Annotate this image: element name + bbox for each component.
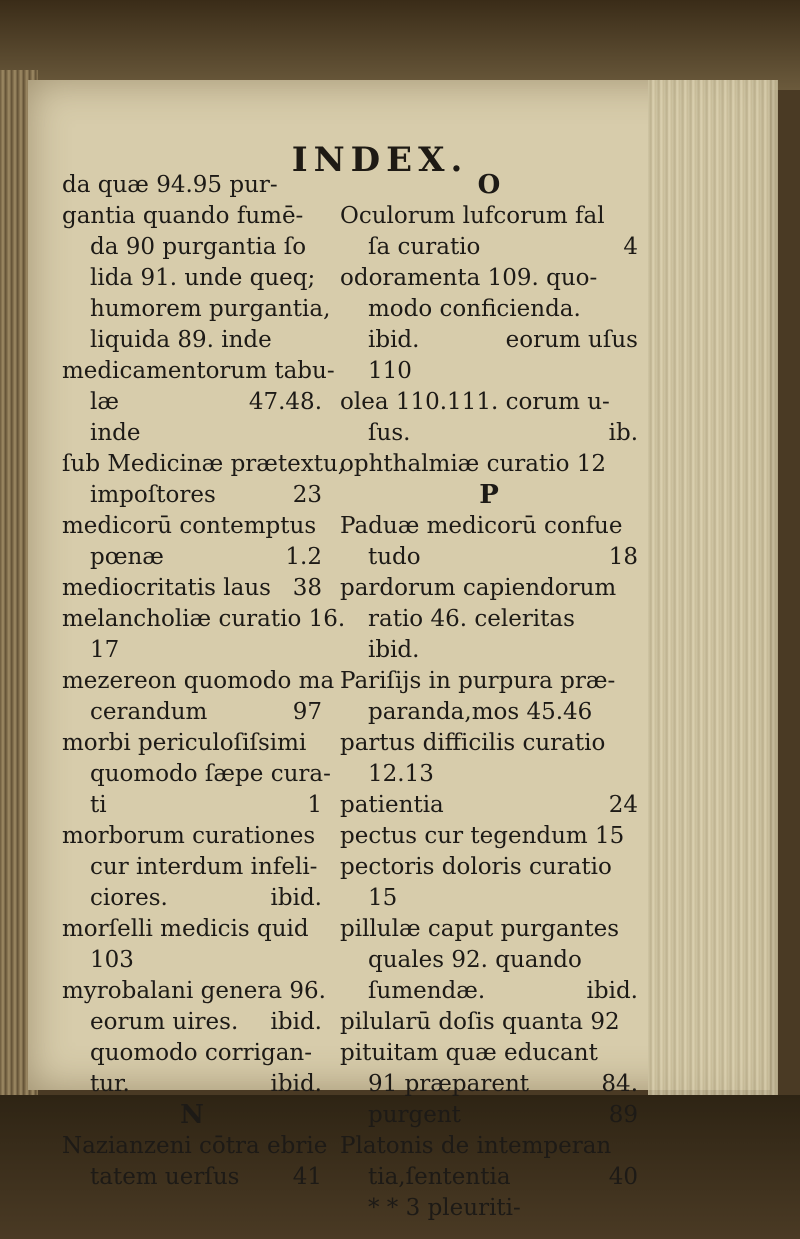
index-entry-text: ſa curatio	[368, 234, 481, 260]
index-entry-text: pituitam quæ educant	[340, 1040, 598, 1066]
index-entry	[340, 1038, 638, 1069]
index-column-right	[340, 170, 638, 1224]
index-entry-text: O	[477, 170, 501, 200]
index-section-letter	[62, 1100, 322, 1131]
index-entry-page-ref: 24	[608, 792, 638, 818]
index-entry-page-ref: ibid.	[270, 885, 322, 911]
index-entry	[340, 728, 638, 759]
index-column-left	[62, 170, 346, 1193]
index-entry-text: ti	[90, 792, 107, 818]
index-entry	[340, 852, 638, 883]
index-entry	[62, 728, 322, 759]
index-entry-text: eorum uires.	[90, 1009, 239, 1035]
index-entry-text: ſub Medicinæ prætextu,	[62, 451, 346, 477]
index-entry-text: mediocritatis laus	[62, 575, 271, 601]
index-entry	[62, 511, 322, 542]
index-section-letter	[340, 170, 638, 201]
index-entry-page-ref: 84.	[601, 1071, 638, 1097]
index-entry	[340, 263, 638, 294]
index-entry	[62, 170, 322, 201]
index-entry	[62, 945, 322, 976]
index-entry	[62, 883, 322, 914]
index-entry-text: ratio 46. celeritas	[368, 606, 575, 632]
index-entry	[62, 1038, 322, 1069]
index-entry-text: Oculorum lufcorum fal	[340, 203, 605, 229]
index-entry-page-ref: 18	[608, 544, 638, 570]
index-entry-text: odoramenta 109. quo-	[340, 265, 598, 291]
index-entry	[62, 573, 322, 604]
index-entry-page-ref: 89	[608, 1102, 638, 1128]
index-entry	[62, 759, 331, 790]
index-entry-text: Pariſijs in purpura præ-	[340, 668, 616, 694]
index-entry-text: * * 3 pleuriti-	[368, 1195, 521, 1221]
index-entry-text: ſus.	[368, 420, 411, 446]
index-entry-page-ref: 38	[292, 575, 322, 601]
index-entry	[340, 821, 638, 852]
index-entry-text: lida 91. unde queq;	[90, 265, 316, 291]
index-entry	[62, 356, 335, 387]
index-entry-text: Paduæ medicorū confue	[340, 513, 623, 539]
index-entry	[340, 976, 638, 1007]
index-entry-text: cur interdum infeli-	[90, 854, 318, 880]
index-entry-page-ref: ibid.	[586, 978, 638, 1004]
index-entry	[62, 325, 322, 356]
index-entry	[340, 914, 638, 945]
index-entry-text: 110	[368, 358, 412, 384]
index-entry-text: inde	[90, 420, 141, 446]
index-section-letter	[340, 480, 638, 511]
index-entry	[62, 604, 346, 635]
index-entry-text: partus difficilis curatio	[340, 730, 606, 756]
index-entry-page-ref: 47.48.	[248, 389, 322, 415]
index-entry	[340, 697, 638, 728]
index-entry	[62, 790, 322, 821]
index-entry-text: pectus cur tegendum 15	[340, 823, 625, 849]
index-entry-text: purgent	[368, 1102, 461, 1128]
index-entry	[340, 356, 638, 387]
index-entry-page-ref: 41	[292, 1164, 322, 1190]
index-entry	[340, 1007, 638, 1038]
index-entry-text: patientia	[340, 792, 444, 818]
index-entry	[340, 666, 638, 697]
index-entry-text: liquida 89. inde	[90, 327, 272, 353]
index-entry-text: Nazianzeni cōtra ebrie	[62, 1133, 328, 1159]
index-entry	[340, 790, 638, 821]
book-top-shadow	[0, 0, 800, 90]
index-entry	[340, 604, 638, 635]
index-entry-text: ciores.	[90, 885, 168, 911]
index-entry-text: pœnæ	[90, 544, 164, 570]
index-entry	[340, 232, 638, 263]
index-entry	[340, 945, 638, 976]
index-entry-text: pilularū doſis quanta 92	[340, 1009, 620, 1035]
index-entry-page-ref: 1	[307, 792, 322, 818]
index-entry-text: quomodo corrigan-	[90, 1040, 313, 1066]
index-entry-page-ref: 97	[292, 699, 322, 725]
index-entry-text: 103	[90, 947, 134, 973]
index-entry-text: morſelli medicis quid	[62, 916, 309, 942]
index-entry	[340, 1100, 638, 1131]
index-entry-text: myrobalani genera 96.	[62, 978, 326, 1004]
index-entry	[340, 387, 638, 418]
index-entry-text: tudo	[368, 544, 421, 570]
index-entry-text: N	[180, 1100, 204, 1130]
index-entry-text: tatem uerſus	[90, 1164, 240, 1190]
index-entry	[62, 418, 322, 449]
index-entry	[62, 542, 322, 573]
index-entry-text: cerandum	[90, 699, 208, 725]
index-entry-text: ibid.	[368, 327, 420, 353]
index-entry	[62, 1162, 322, 1193]
index-entry-text: gantia quando fumē-	[62, 203, 304, 229]
index-entry-text: humorem purgantia,	[90, 296, 331, 322]
index-entry	[62, 232, 322, 263]
index-entry	[62, 666, 335, 697]
index-entry-page-ref: ibid.	[270, 1009, 322, 1035]
index-entry	[340, 325, 638, 356]
index-entry-text: P	[479, 480, 499, 510]
index-entry-text: paranda,mos 45.46	[368, 699, 593, 725]
index-entry-text: ophthalmiæ curatio 12	[340, 451, 607, 477]
index-entry-text: pardorum capiendorum	[340, 575, 617, 601]
index-entry-page-ref: ibid.	[270, 1071, 322, 1097]
index-entry-page-ref: 40	[608, 1164, 638, 1190]
index-entry-page-ref: 1.2	[285, 544, 322, 570]
index-entry	[62, 449, 346, 480]
index-entry-text: pillulæ caput purgantes	[340, 916, 620, 942]
index-entry	[340, 294, 638, 325]
index-entry	[340, 511, 638, 542]
index-entry	[62, 1131, 328, 1162]
index-entry-text: ibid.	[368, 637, 420, 663]
index-entry-page-ref: 4	[623, 234, 638, 260]
index-entry	[340, 1069, 638, 1100]
index-entry	[62, 480, 322, 511]
index-entry	[62, 387, 322, 418]
page-edges-right	[648, 80, 778, 1100]
index-entry	[62, 852, 322, 883]
index-entry-text: impoſtores	[90, 482, 216, 508]
index-entry-text: tur.	[90, 1071, 130, 1097]
index-entry	[62, 635, 322, 666]
index-entry-text: quomodo ſæpe cura-	[90, 761, 331, 787]
index-entry	[62, 294, 331, 325]
index-entry	[62, 914, 322, 945]
index-entry-text: quales 92. quando	[368, 947, 582, 973]
index-entry-text: olea 110.111. corum u-	[340, 389, 610, 415]
index-entry-text: 17	[90, 637, 120, 663]
index-entry	[340, 542, 638, 573]
index-entry-text: melancholiæ curatio 16.	[62, 606, 346, 632]
page-title: INDEX.	[291, 140, 469, 180]
index-entry	[62, 697, 322, 728]
index-entry-page-ref: ib.	[608, 420, 638, 446]
index-entry	[62, 976, 326, 1007]
index-entry	[340, 1131, 638, 1162]
index-entry-text: pectoris doloris curatio	[340, 854, 612, 880]
index-entry-text: læ	[90, 389, 119, 415]
index-entry-text: modo conficienda.	[368, 296, 581, 322]
index-entry-page-ref: eorum uſus	[505, 327, 638, 353]
index-entry-text: tia,ſententia	[368, 1164, 511, 1190]
index-entry-text: medicorū contemptus	[62, 513, 317, 539]
index-entry	[340, 201, 638, 232]
index-entry-text: mezereon quomodo ma	[62, 668, 335, 694]
index-entry	[62, 263, 322, 294]
index-entry	[62, 1069, 322, 1100]
index-entry-text: morborum curationes	[62, 823, 316, 849]
index-entry	[340, 759, 638, 790]
index-entry-text: 91 præparent	[368, 1071, 530, 1097]
index-entry-text: da 90 purgantia ſo	[90, 234, 307, 260]
index-entry	[340, 635, 638, 666]
index-entry	[340, 1193, 638, 1224]
index-entry-page-ref: 23	[292, 482, 322, 508]
index-entry-text: 12.13	[368, 761, 434, 787]
index-entry-text: da quæ 94.95 pur-	[62, 172, 278, 198]
index-entry	[340, 573, 638, 604]
index-entry	[340, 449, 638, 480]
index-entry	[340, 418, 638, 449]
index-entry-text: ſumendæ.	[368, 978, 486, 1004]
index-entry-text: medicamentorum tabu-	[62, 358, 335, 384]
index-entry	[62, 821, 322, 852]
index-entry	[340, 1162, 638, 1193]
index-entry	[340, 883, 638, 914]
index-entry-text: 15	[368, 885, 398, 911]
index-entry-text: Platonis de intemperan	[340, 1133, 612, 1159]
index-entry	[62, 201, 322, 232]
index-entry	[62, 1007, 322, 1038]
index-entry-text: morbi periculoſiſsimi	[62, 730, 307, 756]
